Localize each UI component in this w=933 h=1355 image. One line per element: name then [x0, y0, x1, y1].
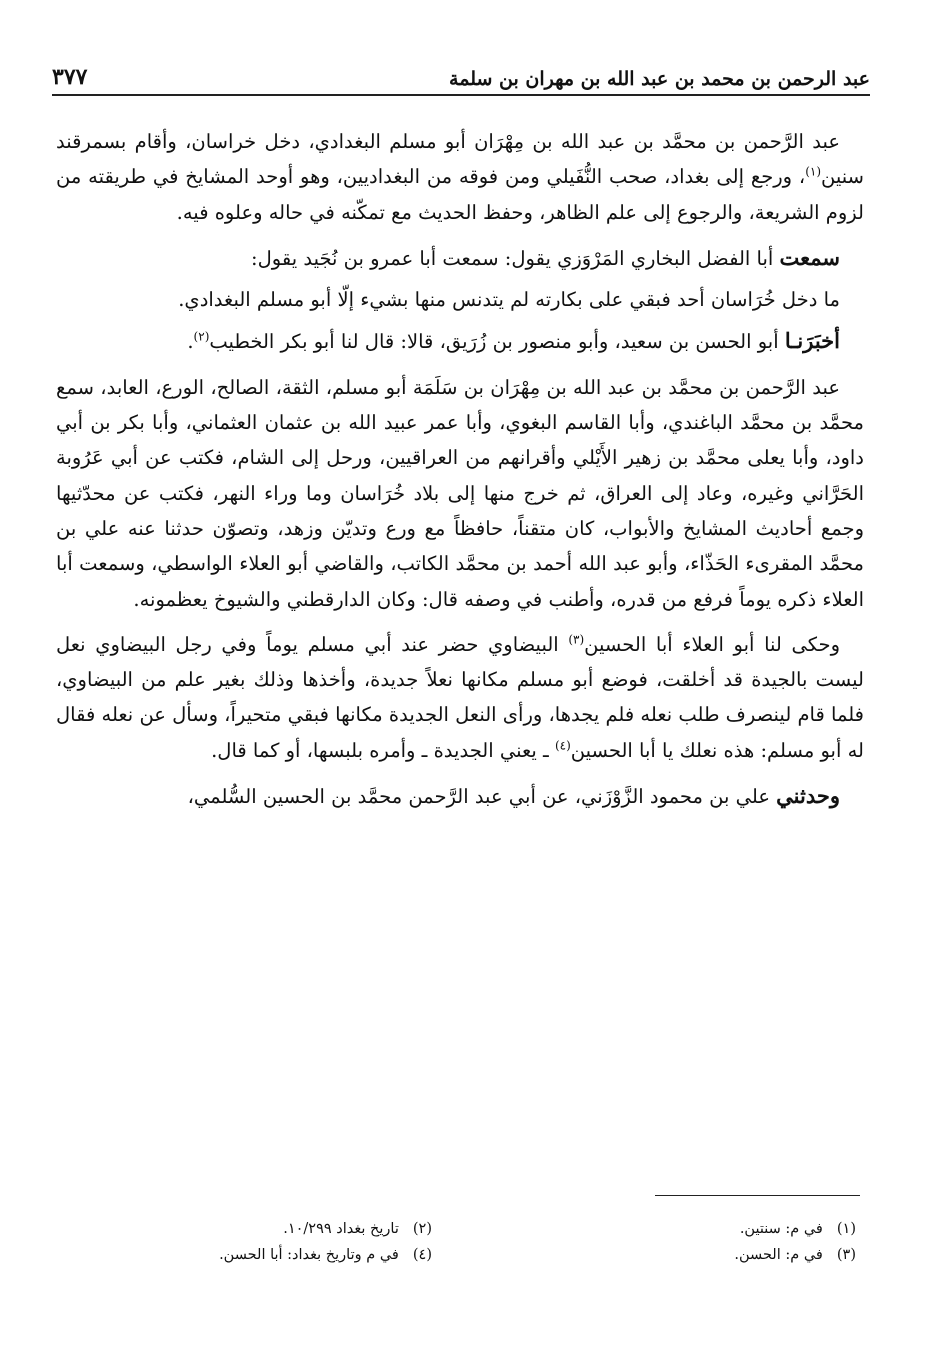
paragraph-2: سمعت أبا الفضل البخاري المَرْوَزي يقول: سمعت أبا عمرو بن نُجَيد يقول:: [251, 244, 840, 270]
paragraph-5: عبد الرَّحمن بن محمَّد بن عبد الله بن مِهْرَان بن سَلَمَة أبو مسلم، الثقة، الصالح، الورع، العابد، سمع محمَّد بن محمَّد الباغندي، وأبا القاسم البغوي، وأبا عمر عبيد الله بن عثمان العثماني، وأبا بكر بن أبي داود، وأبا يعلى محمَّد بن زهير الأَيْلي وأقرانهم من العراقيين، ورحل إلى الشام، فكتب عن أبي عَرُوبة الحَرَّاني وغيره، وعاد إلى العراق، ثم خرج منها إلى بلاد خُرَاسان وما وراء النهر، فكتب عن محدّثيها وجمع أحاديث المشايخ والأبواب، كان متقناً، حافظاً مع ورع وتديّن وزهد، وتصوّن حدثنا عنه علي بن محمَّد المقرىء الحَذّاء، وأبو عبد الله أحمد بن محمَّد الكاتب، والقاضي أبو العلاء الواسطي، وسمعت أبا العلاء ذكره يوماً فرفع من قدره، وأطنب في وصفه قال: وكان الدارقطني والشيوخ يعظمونه.: [56, 375, 864, 611]
footnote-ref-1[interactable]: (١): [805, 164, 822, 179]
footnote-ref-3[interactable]: (٣): [568, 632, 585, 647]
footnote-ref-4[interactable]: (٤): [554, 738, 571, 753]
footnote-3: (٣)في م: الحسن.: [734, 1247, 856, 1263]
footnote-4: (٤)في م وتاريخ بغداد: أبا الحسن.: [219, 1247, 432, 1263]
header-rule: [52, 94, 870, 96]
footnote-1: (١)في م: سنتين.: [739, 1221, 856, 1237]
lead-word: أخبَرَنـا: [784, 328, 840, 354]
footnote-rule: [655, 1195, 860, 1196]
paragraph-6: وحكى لنا أبو العلاء أبا الحسين$^{(٣)}$ البيضاوي حضر عند أبي مسلم يوماً وفي رجل البيضاوي نعل ليست بالجيدة قد أخلقت، فوضع أبو مسلم مكانها نعلاً جديدة، وأخذها وذلك بغير علم من البيضاوي، فلما قام لينصرف طلب نعله فلم يجدها، ورأى النعل الجديدة مكانها فبقي متحيراً، وسأل عن نعله فقال له أبو مسلم: هذه نعلك يا أبا الحسين$^{(٤)}$ ـ يعني الجديدة ـ وأمره بلبسها، أو كما قال.: [56, 632, 864, 762]
running-header: [52, 56, 870, 90]
paragraph-7: وحدثني علي بن محمود الزَّوْزَني، عن أبي عبد الرَّحمن محمَّد بن الحسين السُّلمي،: [187, 783, 840, 809]
paragraph-1: عبد الرَّحمن بن محمَّد بن عبد الله بن مِهْرَان أبو مسلم البغدادي، دخل خراسان، وأقام بسمرقند سنين$^{(١)}$، ورجع إلى بغداد، صحب النُّفَيلي ومن فوقه من البغداديين، وهو أوحد المشايخ في طريقته من لزوم الشريعة، والرجوع إلى علم الظاهر، وحفظ الحديث مع تمكّنه في حاله وعلوه فيه.: [56, 130, 864, 224]
footnote-ref-2[interactable]: (٢): [193, 329, 210, 344]
paragraph-3: ما دخل خُرَاسان أحد فبقي على بكارته لم يتدنس منها بشيء إلّا أبو مسلم البغدادي.: [178, 288, 840, 312]
main-text: [56, 124, 864, 824]
paragraph-4: أخبَرَنـا أبو الحسن بن سعيد، وأبو منصور بن زُرَيق، قالا: قال لنا أبو بكر الخطيب$^{(٢)}$.: [187, 328, 840, 354]
lead-word: سمعت: [779, 244, 840, 270]
lead-word: وحدثني: [776, 783, 840, 809]
book-page: [52, 52, 870, 1322]
footnotes: [52, 1218, 860, 1266]
footnote-2: (٢)تاريخ بغداد ١٠/٢٩٩.: [283, 1221, 432, 1237]
running-title: عبد الرحمن بن محمد بن عبد الله بن مهران بن سلمة: [449, 68, 870, 90]
page-number: ٣٧٧: [52, 64, 88, 90]
